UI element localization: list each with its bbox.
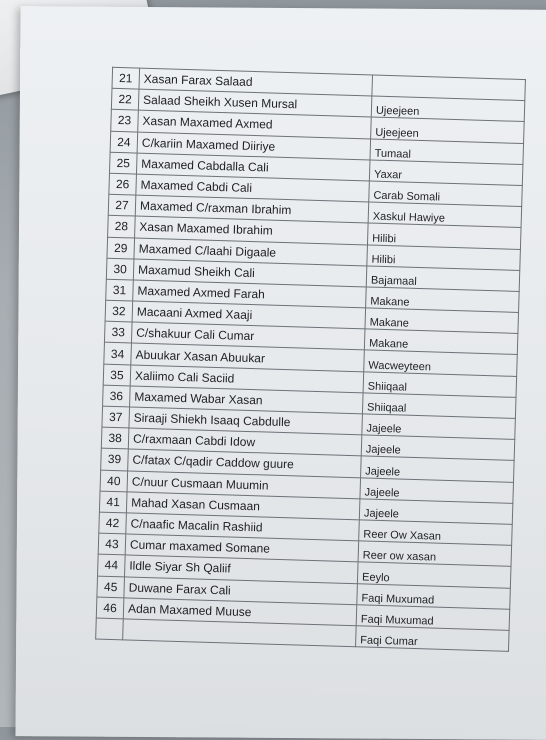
row-number: 27 xyxy=(108,194,136,216)
clan-name: Makane xyxy=(364,329,518,355)
member-name: C/raxmaan Cabdi Idow xyxy=(128,428,362,456)
member-name: C/nuur Cusmaan Muumin xyxy=(127,470,361,498)
clan-name: Faqi Muxumad xyxy=(356,604,510,630)
row-number: 25 xyxy=(109,152,137,174)
row-number: 39 xyxy=(101,449,129,471)
row-number: 26 xyxy=(109,173,137,195)
clan-name: Wacweyteen xyxy=(364,350,518,376)
member-name: Duwane Farax Cali xyxy=(124,576,358,604)
member-name: Maxamed Cabdalla Cali xyxy=(136,153,370,181)
row-number: 33 xyxy=(104,321,132,343)
row-number: 32 xyxy=(105,300,133,322)
member-name: Abuukar Xasan Abuukar xyxy=(131,343,365,371)
row-number: 21 xyxy=(112,67,140,89)
member-name: Adan Maxamed Muuse xyxy=(123,598,357,626)
member-name: Macaani Axmed Xaaji xyxy=(132,301,366,329)
clan-name: Eeylo xyxy=(357,562,511,588)
member-name: Maxamed Cabdi Cali xyxy=(136,174,370,202)
row-number: 31 xyxy=(106,279,134,301)
row-number: 24 xyxy=(110,131,138,153)
row-number: 28 xyxy=(108,216,136,238)
member-name: Mahad Xasan Cusmaan xyxy=(126,492,360,520)
member-name: Maxamed Wabar Xasan xyxy=(130,386,364,414)
clan-name: Yaxar xyxy=(369,160,523,186)
row-number: 42 xyxy=(99,512,127,534)
row-number: 43 xyxy=(98,533,126,555)
member-name: Xasan Farax Salaad xyxy=(139,68,373,96)
clan-name: Jajeele xyxy=(361,456,515,482)
clan-name: Shiiqaal xyxy=(362,393,516,419)
clan-name: Jajeele xyxy=(359,499,513,525)
row-number: 22 xyxy=(111,88,139,110)
member-name: Maxamed C/laahi Digaale xyxy=(134,238,368,266)
member-name: Maxamed Axmed Farah xyxy=(133,280,367,308)
row-number: 37 xyxy=(102,406,130,428)
member-name: Xasan Maxamed Axmed xyxy=(138,110,372,138)
member-name: C/kariin Maxamed Diiriye xyxy=(137,132,371,160)
row-number: 23 xyxy=(111,110,139,132)
clan-name: Xaskul Hawiye xyxy=(368,202,522,228)
row-number: 45 xyxy=(97,576,125,598)
clan-name: Hilibi xyxy=(367,244,521,270)
member-table-body xyxy=(96,67,526,651)
member-name: Siraaji Shiekh Isaaq Cabdulle xyxy=(129,407,363,435)
row-number: 38 xyxy=(101,427,129,449)
member-name: Xasan Maxamed Ibrahim xyxy=(135,216,369,244)
row-number xyxy=(96,618,124,640)
clan-name: Jajeele xyxy=(360,477,514,503)
row-number: 36 xyxy=(103,385,131,407)
clan-name: Reer ow xasan xyxy=(358,541,512,567)
row-number: 34 xyxy=(104,343,132,365)
clan-name: Hilibi xyxy=(367,223,521,249)
clan-name: Shiiqaal xyxy=(363,372,517,398)
member-name: Cumar maxamed Somane xyxy=(125,534,359,562)
member-name: C/fatax C/qadir Caddow guure xyxy=(128,449,362,477)
row-number: 41 xyxy=(99,491,127,513)
member-name: Ildle Siyar Sh Qaliif xyxy=(125,555,359,583)
clan-name: Reer Ow Xasan xyxy=(359,520,513,546)
member-table-wrapper xyxy=(95,67,526,652)
row-number: 35 xyxy=(103,364,131,386)
row-number: 44 xyxy=(98,554,126,576)
member-name: Salaad Sheikh Xusen Mursal xyxy=(138,89,372,117)
row-number: 40 xyxy=(100,470,128,492)
clan-name: Ujeejeen xyxy=(371,96,525,122)
clan-name: Ujeejeen xyxy=(371,117,525,143)
clan-name: Makane xyxy=(365,308,519,334)
member-name: Maxamud Sheikh Cali xyxy=(133,259,367,287)
clan-name: Tumaal xyxy=(370,139,524,165)
member-name: Maxamed C/raxman Ibrahim xyxy=(135,195,369,223)
clan-name: Makane xyxy=(366,287,520,313)
member-name: C/naafic Macalin Rashiid xyxy=(126,513,360,541)
clan-name: Jajeele xyxy=(361,435,515,461)
clan-name: Faqi Muxumad xyxy=(357,583,511,609)
member-name: Xaliimo Cali Saciid xyxy=(130,365,364,393)
member-table xyxy=(95,67,526,652)
row-number: 46 xyxy=(96,597,124,619)
row-number: 30 xyxy=(106,258,134,280)
member-name: C/shakuur Cali Cumar xyxy=(131,322,365,350)
document-sheet xyxy=(15,6,546,740)
clan-name: Faqi Cumar xyxy=(356,626,510,652)
clan-name: Carab Somali xyxy=(369,181,523,207)
clan-name: Bajamaal xyxy=(366,266,520,292)
row-number: 29 xyxy=(107,237,135,259)
clan-name: Jajeele xyxy=(362,414,516,440)
